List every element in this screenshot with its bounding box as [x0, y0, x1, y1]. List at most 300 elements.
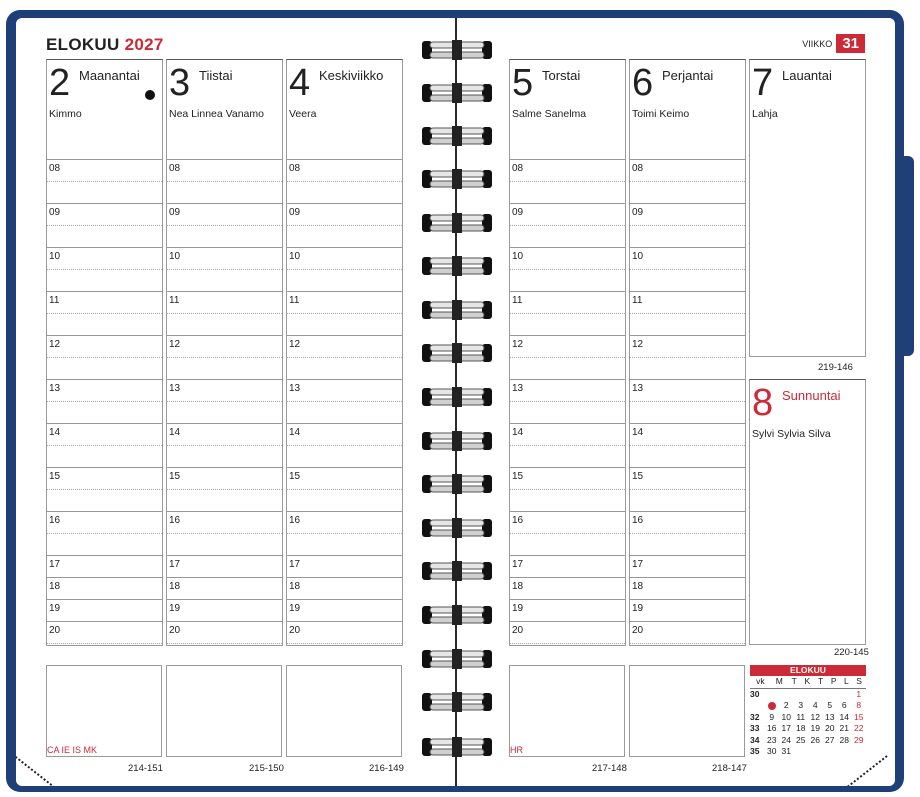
hour-line: [167, 577, 282, 578]
hour-label: 12: [632, 339, 644, 350]
hour-label: 15: [169, 471, 181, 482]
day-count: 216-149: [369, 763, 404, 774]
day-number: 4: [289, 62, 311, 104]
hour-line: [630, 291, 745, 292]
half-hour-line: [510, 643, 625, 644]
spiral-ring: [422, 735, 492, 759]
hour-line: [630, 203, 745, 204]
hour-label: 12: [49, 339, 61, 350]
calendar-day[interactable]: [765, 689, 780, 701]
hour-label: 19: [169, 603, 181, 614]
spiral-ring: [422, 254, 492, 278]
hour-label: 18: [512, 581, 524, 592]
day-number: 6: [632, 62, 654, 104]
hour-label: 20: [632, 625, 644, 636]
hour-line: [167, 511, 282, 512]
hour-line: [510, 621, 625, 622]
hour-label: 18: [169, 581, 181, 592]
calendar-day[interactable]: 2: [783, 700, 789, 710]
half-hour-line: [47, 445, 162, 446]
day-name: Keskiviikko: [319, 68, 384, 83]
half-hour-line: [167, 313, 282, 314]
day-name: Perjantai: [662, 68, 714, 83]
hour-label: 13: [49, 383, 61, 394]
hour-label: 11: [632, 295, 643, 306]
hour-line: [510, 555, 625, 556]
year: 2027: [124, 35, 164, 54]
hour-label: 10: [49, 251, 61, 262]
hour-line: [47, 467, 162, 468]
hour-label: 18: [49, 581, 61, 592]
name-day: Kimmo: [49, 108, 82, 120]
half-hour-line: [167, 401, 282, 402]
hour-label: 13: [169, 383, 181, 394]
day-column[interactable]: [509, 59, 626, 646]
hour-line: [47, 621, 162, 622]
calendar-day[interactable]: 28: [839, 734, 849, 745]
half-hour-line: [167, 643, 282, 644]
spiral-ring: [422, 429, 492, 453]
day-number: 8: [752, 382, 774, 424]
hour-label: 16: [632, 515, 644, 526]
hour-label: 18: [289, 581, 301, 592]
half-hour-line: [167, 489, 282, 490]
calendar-day[interactable]: 25: [796, 734, 806, 745]
spiral-ring: [422, 124, 492, 148]
hour-label: 11: [512, 295, 523, 306]
hour-label: 12: [169, 339, 181, 350]
hour-line: [510, 599, 625, 600]
notes-box[interactable]: [166, 665, 282, 757]
calendar-day[interactable]: 27: [825, 734, 835, 745]
half-hour-line: [630, 533, 745, 534]
calendar-day[interactable]: 4: [812, 700, 818, 710]
spiral-ring: [422, 559, 492, 583]
calendar-day[interactable]: 6: [841, 700, 847, 710]
left-page: [16, 18, 455, 786]
day-number: 2: [49, 62, 71, 104]
calendar-day[interactable]: [837, 689, 852, 701]
calendar-day[interactable]: [765, 700, 780, 712]
half-hour-line: [47, 357, 162, 358]
hour-line: [47, 291, 162, 292]
half-hour-line: [510, 357, 625, 358]
name-day: Salme Sanelma: [512, 108, 587, 120]
name-day: Sylvi Sylvia Silva: [752, 428, 831, 440]
today-dot: [145, 90, 155, 100]
hour-label: 12: [512, 339, 524, 350]
day-name: Sunnuntai: [782, 388, 841, 403]
hour-line: [287, 247, 402, 248]
hour-label: 16: [49, 515, 61, 526]
half-hour-line: [47, 181, 162, 182]
calendar-day[interactable]: 22: [854, 723, 864, 733]
calendar-day[interactable]: 20: [825, 723, 835, 733]
hour-line: [630, 577, 745, 578]
corner-tear-line: [16, 756, 55, 786]
hour-label: 11: [169, 295, 180, 306]
hour-label: 14: [49, 427, 61, 438]
week-number-cell: 32: [750, 711, 760, 722]
half-hour-line: [510, 181, 625, 182]
day-column-sunday[interactable]: [749, 379, 866, 645]
hour-line: [287, 291, 402, 292]
hour-label: 10: [512, 251, 524, 262]
calendar-day[interactable]: 29: [854, 734, 864, 745]
week-number-cell: 33: [750, 723, 760, 733]
day-name: Torstai: [542, 68, 581, 83]
hour-line: [630, 159, 745, 160]
day-column[interactable]: [166, 59, 283, 646]
hour-line: [287, 159, 402, 160]
hour-line: [630, 423, 745, 424]
hour-line: [47, 555, 162, 556]
hour-label: 10: [632, 251, 644, 262]
hour-label: 12: [289, 339, 301, 350]
mini-calendar-header: M: [771, 676, 788, 688]
day-count: 217-148: [592, 763, 627, 774]
hour-line: [287, 621, 402, 622]
half-hour-line: [630, 269, 745, 270]
hour-label: 10: [169, 251, 181, 262]
hour-line: [167, 599, 282, 600]
hour-line: [510, 379, 625, 380]
calendar-day[interactable]: 8: [856, 700, 862, 710]
hour-line: [167, 203, 282, 204]
calendar-day[interactable]: 14: [839, 711, 849, 722]
hour-line: [630, 379, 745, 380]
calendar-day[interactable]: [837, 746, 852, 758]
hour-label: 14: [632, 427, 644, 438]
hour-line: [630, 599, 745, 600]
hour-line: [167, 621, 282, 622]
holiday-countries: CA IE IS MK: [47, 745, 98, 755]
calendar-day[interactable]: 16: [767, 723, 777, 733]
calendar-day[interactable]: 1: [856, 688, 862, 699]
hour-label: 15: [49, 471, 61, 482]
calendar-day[interactable]: 13: [825, 711, 835, 722]
half-hour-line: [167, 181, 282, 182]
half-hour-line: [510, 401, 625, 402]
half-hour-line: [510, 533, 625, 534]
hour-label: 18: [632, 581, 644, 592]
hour-label: 15: [632, 471, 644, 482]
calendar-day[interactable]: [823, 746, 838, 758]
hour-line: [47, 379, 162, 380]
hour-label: 13: [512, 383, 524, 394]
notes-box[interactable]: [629, 665, 745, 757]
spiral-ring: [422, 298, 492, 322]
hour-line: [510, 159, 625, 160]
hour-line: [630, 335, 745, 336]
hour-label: 20: [289, 625, 301, 636]
half-hour-line: [510, 489, 625, 490]
half-hour-line: [630, 643, 745, 644]
holiday-dot-icon: [768, 702, 776, 710]
half-hour-line: [47, 401, 162, 402]
hour-label: 09: [49, 207, 61, 218]
spiral-ring: [422, 211, 492, 235]
month-name: ELOKUU: [46, 35, 120, 54]
week-number-cell: 35: [750, 746, 760, 756]
hour-label: 15: [512, 471, 524, 482]
mini-calendar-header: T: [814, 676, 827, 688]
half-hour-line: [630, 225, 745, 226]
mini-calendar-header: S: [852, 676, 866, 688]
half-hour-line: [510, 225, 625, 226]
calendar-day[interactable]: 5: [827, 700, 833, 710]
spiral-ring: [422, 38, 492, 62]
day-count: 215-150: [249, 763, 284, 774]
half-hour-line: [510, 445, 625, 446]
hour-label: 08: [512, 163, 524, 174]
hour-line: [510, 467, 625, 468]
spiral-ring: [422, 516, 492, 540]
calendar-day[interactable]: 19: [810, 723, 820, 733]
spiral-ring: [422, 385, 492, 409]
mini-calendar-header: T: [788, 676, 801, 688]
calendar-day[interactable]: 17: [781, 723, 791, 733]
spiral-ring: [422, 341, 492, 365]
hour-label: 20: [49, 625, 61, 636]
calendar-day[interactable]: 10: [781, 711, 791, 722]
hour-line: [287, 379, 402, 380]
hour-line: [287, 203, 402, 204]
hour-label: 14: [289, 427, 301, 438]
corner-tear-line: [847, 755, 888, 786]
hour-line: [630, 467, 745, 468]
hour-line: [510, 203, 625, 204]
spiral-ring: [422, 647, 492, 671]
mini-calendar-header: L: [841, 676, 853, 688]
half-hour-line: [287, 181, 402, 182]
hour-label: 17: [632, 559, 644, 570]
calendar-day[interactable]: 21: [839, 723, 849, 733]
day-name: Lauantai: [782, 68, 832, 83]
calendar-day[interactable]: [823, 689, 838, 701]
hour-line: [510, 511, 625, 512]
calendar-day[interactable]: 30: [767, 746, 777, 756]
week-indicator: [802, 34, 865, 53]
spiral-ring: [422, 690, 492, 714]
half-hour-line: [167, 533, 282, 534]
hour-line: [167, 555, 282, 556]
half-hour-line: [47, 489, 162, 490]
hour-line: [510, 247, 625, 248]
day-name: Tiistai: [199, 68, 233, 83]
hour-label: 17: [169, 559, 181, 570]
half-hour-line: [630, 445, 745, 446]
name-day: Nea Linnea Vanamo: [169, 108, 264, 120]
hour-line: [510, 577, 625, 578]
hour-line: [630, 247, 745, 248]
hour-line: [167, 423, 282, 424]
calendar-day[interactable]: 26: [810, 734, 820, 745]
hour-line: [47, 511, 162, 512]
hour-label: 09: [289, 207, 301, 218]
day-count: 218-147: [712, 763, 747, 774]
calendar-day[interactable]: 15: [854, 711, 864, 722]
calendar-day[interactable]: 3: [798, 700, 804, 710]
calendar-day[interactable]: 23: [767, 734, 777, 745]
half-hour-line: [167, 445, 282, 446]
half-hour-line: [510, 313, 625, 314]
hour-line: [47, 159, 162, 160]
hour-line: [630, 511, 745, 512]
hour-label: 14: [169, 427, 181, 438]
half-hour-line: [287, 357, 402, 358]
week-number-cell: [750, 700, 765, 712]
spiral-ring: [422, 81, 492, 105]
hour-label: 14: [512, 427, 524, 438]
spiral-ring: [422, 167, 492, 191]
calendar-day[interactable]: [808, 689, 823, 701]
half-hour-line: [630, 313, 745, 314]
name-day: Lahja: [752, 108, 778, 120]
hour-line: [47, 423, 162, 424]
hour-line: [47, 203, 162, 204]
spiral-ring: [422, 603, 492, 627]
hour-label: 15: [289, 471, 301, 482]
half-hour-line: [630, 401, 745, 402]
calendar-day[interactable]: [852, 746, 867, 758]
day-number: 5: [512, 62, 534, 104]
hour-line: [287, 511, 402, 512]
hour-line: [167, 291, 282, 292]
hour-label: 19: [512, 603, 524, 614]
calendar-day[interactable]: [794, 746, 809, 758]
hour-label: 10: [289, 251, 301, 262]
calendar-day[interactable]: 24: [781, 734, 791, 745]
calendar-day[interactable]: [808, 746, 823, 758]
half-hour-line: [510, 269, 625, 270]
hour-label: 16: [169, 515, 181, 526]
half-hour-line: [167, 269, 282, 270]
holiday-countries: HR: [510, 745, 523, 755]
hour-line: [287, 577, 402, 578]
hour-label: 19: [632, 603, 644, 614]
hour-line: [630, 621, 745, 622]
half-hour-line: [47, 533, 162, 534]
day-column[interactable]: [629, 59, 746, 646]
notes-box[interactable]: [509, 665, 625, 757]
hour-line: [287, 599, 402, 600]
hour-label: 20: [512, 625, 524, 636]
hour-line: [167, 159, 282, 160]
hour-line: [287, 423, 402, 424]
hour-label: 17: [49, 559, 61, 570]
calendar-day[interactable]: [794, 689, 809, 701]
day-column[interactable]: [286, 59, 403, 646]
hour-line: [47, 335, 162, 336]
spiral-ring: [422, 472, 492, 496]
hour-label: 19: [49, 603, 61, 614]
hour-line: [167, 247, 282, 248]
day-count: 219-146: [818, 362, 853, 373]
day-count: 220-145: [834, 647, 869, 658]
week-number: 31: [836, 34, 865, 53]
calendar-day[interactable]: 9: [769, 711, 775, 722]
hour-line: [630, 555, 745, 556]
hour-label: 16: [512, 515, 524, 526]
week-number-cell: 30: [750, 688, 760, 699]
half-hour-line: [287, 643, 402, 644]
hour-label: 08: [289, 163, 301, 174]
day-column[interactable]: [46, 59, 163, 646]
calendar-day[interactable]: [779, 689, 794, 701]
half-hour-line: [287, 269, 402, 270]
half-hour-line: [287, 445, 402, 446]
hour-line: [47, 599, 162, 600]
mini-calendar: [750, 665, 866, 758]
notes-box[interactable]: [286, 665, 402, 757]
hour-label: 09: [632, 207, 644, 218]
day-column-saturday[interactable]: [749, 59, 866, 357]
hour-label: 08: [169, 163, 181, 174]
day-name: Maanantai: [79, 68, 140, 83]
hour-label: 16: [289, 515, 301, 526]
hour-label: 11: [49, 295, 60, 306]
month-title: [46, 35, 164, 55]
half-hour-line: [47, 225, 162, 226]
calendar-day[interactable]: 18: [796, 723, 806, 733]
mini-calendar-header: vk: [750, 676, 771, 688]
week-number-cell: 34: [750, 734, 760, 745]
name-day: Toimi Keimo: [632, 108, 690, 120]
half-hour-line: [47, 269, 162, 270]
hour-line: [47, 247, 162, 248]
day-number: 3: [169, 62, 191, 104]
half-hour-line: [47, 643, 162, 644]
hour-line: [167, 467, 282, 468]
hour-line: [510, 423, 625, 424]
day-count: 214-151: [128, 763, 163, 774]
half-hour-line: [287, 533, 402, 534]
hour-label: 19: [289, 603, 301, 614]
day-number: 7: [752, 62, 774, 104]
hour-line: [510, 335, 625, 336]
hour-label: 08: [632, 163, 644, 174]
hour-line: [287, 335, 402, 336]
mini-calendar-header: P: [827, 676, 841, 688]
calendar-day[interactable]: 11: [796, 711, 806, 722]
hour-line: [47, 577, 162, 578]
hour-label: 17: [512, 559, 524, 570]
hour-line: [287, 467, 402, 468]
week-label: VIIKKO: [802, 38, 833, 49]
hour-line: [287, 555, 402, 556]
mini-calendar-title: ELOKUU: [750, 665, 866, 676]
calendar-day[interactable]: 31: [781, 746, 791, 756]
bookmark-tab[interactable]: [900, 156, 914, 356]
half-hour-line: [287, 489, 402, 490]
hour-label: 13: [289, 383, 301, 394]
mini-calendar-header: K: [800, 676, 814, 688]
hour-line: [510, 291, 625, 292]
half-hour-line: [287, 225, 402, 226]
hour-label: 09: [512, 207, 524, 218]
hour-label: 08: [49, 163, 61, 174]
hour-label: 09: [169, 207, 181, 218]
half-hour-line: [287, 313, 402, 314]
right-page: [457, 18, 895, 786]
name-day: Veera: [289, 108, 317, 120]
notes-box[interactable]: [46, 665, 162, 757]
half-hour-line: [287, 401, 402, 402]
half-hour-line: [47, 313, 162, 314]
calendar-day[interactable]: 12: [810, 711, 820, 722]
hour-line: [167, 335, 282, 336]
